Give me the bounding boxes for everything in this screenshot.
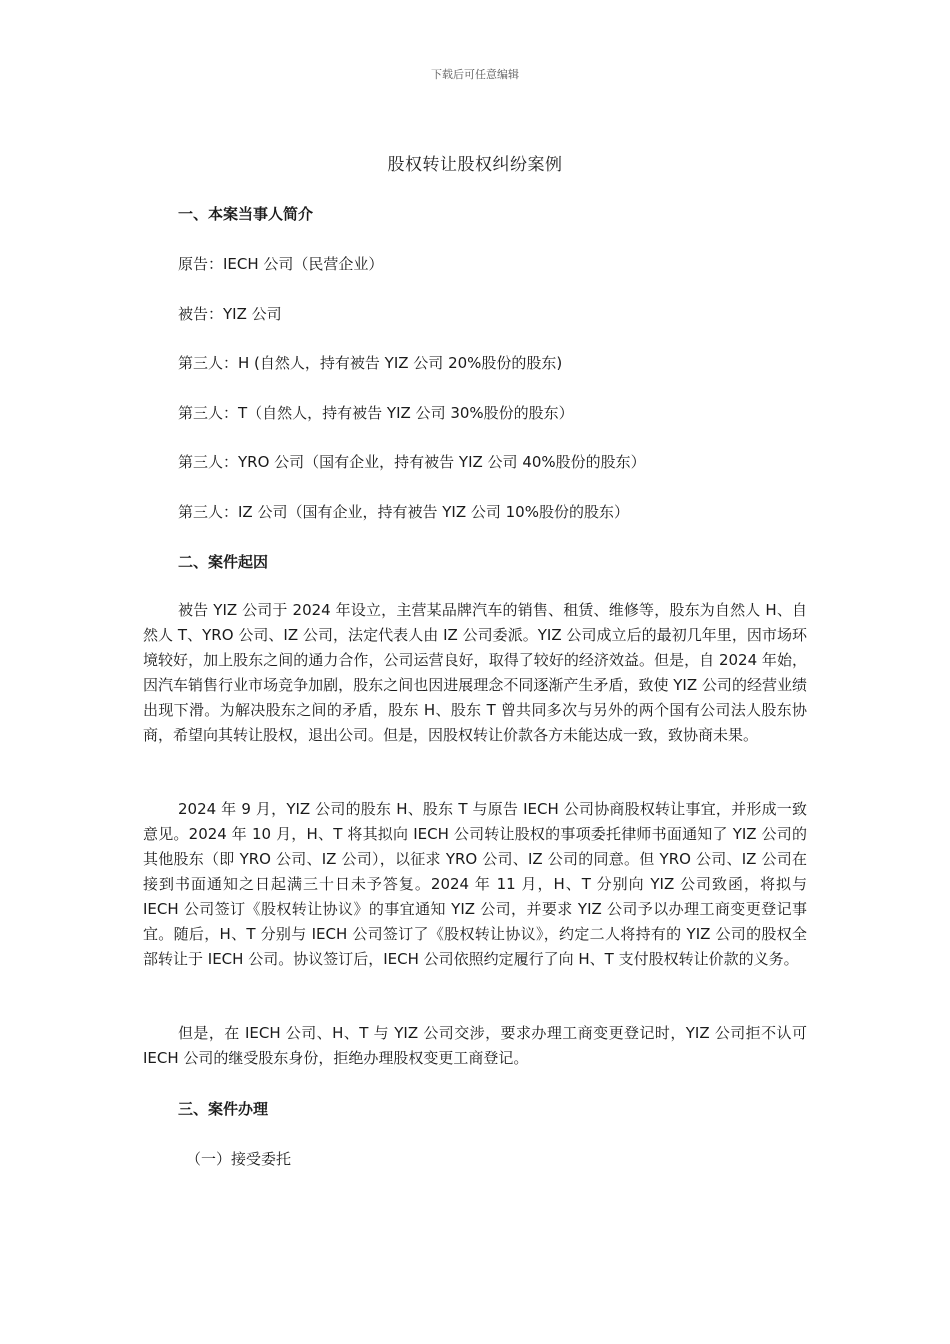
paragraph-cause-3: 但是，在 IECH 公司、H、T 与 YIZ 公司交涉，要求办理工商变更登记时，YIZ 公司拒不认可 IECH 公司的继受股东身份，拒绝办理股权变更工商登记。 [143,1024,807,1067]
page-header-note: 下载后可任意编辑 [431,68,519,81]
party-third-iz: 第三人：IZ 公司（国有企业，持有被告 YIZ 公司 10%股份的股东） [178,503,629,521]
paragraph-cause-2: 2024 年 9 月，YIZ 公司的股东 H、股东 T 与原告 IECH 公司协商股权转让事宜，并形成一致意见。2024 年 10 月，H、T 将其拟向 IECH 公司转让股权的事项委托律师书面通知了 YIZ 公司的其他股东（即 YRO 公司、IZ 公司），以征求 YRO 公司、IZ 公司的同意。但 YRO 公司、IZ 公司在接到书面通知之日起满三十日未予答复。2024 年 11 月，H、T 分别向 YIZ 公司致函，将拟与 IECH 公司签订《股权转让协议》的事宜通知 YIZ 公司，并要求 YIZ 公司予以办理工商变更登记事宜。随后，H、T 分别与 IECH 公司签订了《股权转让协议》，约定二人将持有的 YIZ 公司的股权全部转让于 IECH 公司。协议签订后，IECH 公司依照约定履行了向 H、T 支付股权转让价款的义务。 [143,800,807,968]
party-third-yro: 第三人：YRO 公司（国有企业，持有被告 YIZ 公司 40%股份的股东） [178,453,646,471]
paragraph-cause-1: 被告 YIZ 公司于 2024 年设立，主营某品牌汽车的销售、租赁、维修等，股东为自然人 H、自然人 T、YRO 公司、IZ 公司，法定代表人由 IZ 公司委派。YIZ 公司成立后的最初几年里，因市场环境较好，加上股东之间的通力合作，公司运营良好，取得了较好的经济效益。但是，自 2024 年始，因汽车销售行业市场竞争加剧，股东之间也因进展理念不同逐渐产生矛盾，致使 YIZ 公司的经营业绩出现下滑。为解决股东之间的矛盾，股东 H、股东 T 曾共同多次与另外的两个国有公司法人股东协商，希望向其转让股权，退出公司。但是，因股权转让价款各方未能达成一致，致协商未果。 [143,601,807,744]
party-third-h: 第三人：H (自然人，持有被告 YIZ 公司 20%股份的股东) [178,354,563,372]
sub-heading-entrustment: （一）接受委托 [186,1150,292,1168]
section-heading-handling: 三、案件办理 [178,1100,269,1118]
party-defendant: 被告：YIZ 公司 [178,305,282,323]
party-third-t: 第三人：T（自然人，持有被告 YIZ 公司 30%股份的股东） [178,404,574,422]
party-plaintiff: 原告：IECH 公司（民营企业） [178,255,384,273]
section-heading-parties: 一、本案当事人简介 [178,205,314,223]
document-title: 股权转让股权纠纷案例 [387,155,563,175]
section-heading-cause: 二、案件起因 [178,553,269,571]
